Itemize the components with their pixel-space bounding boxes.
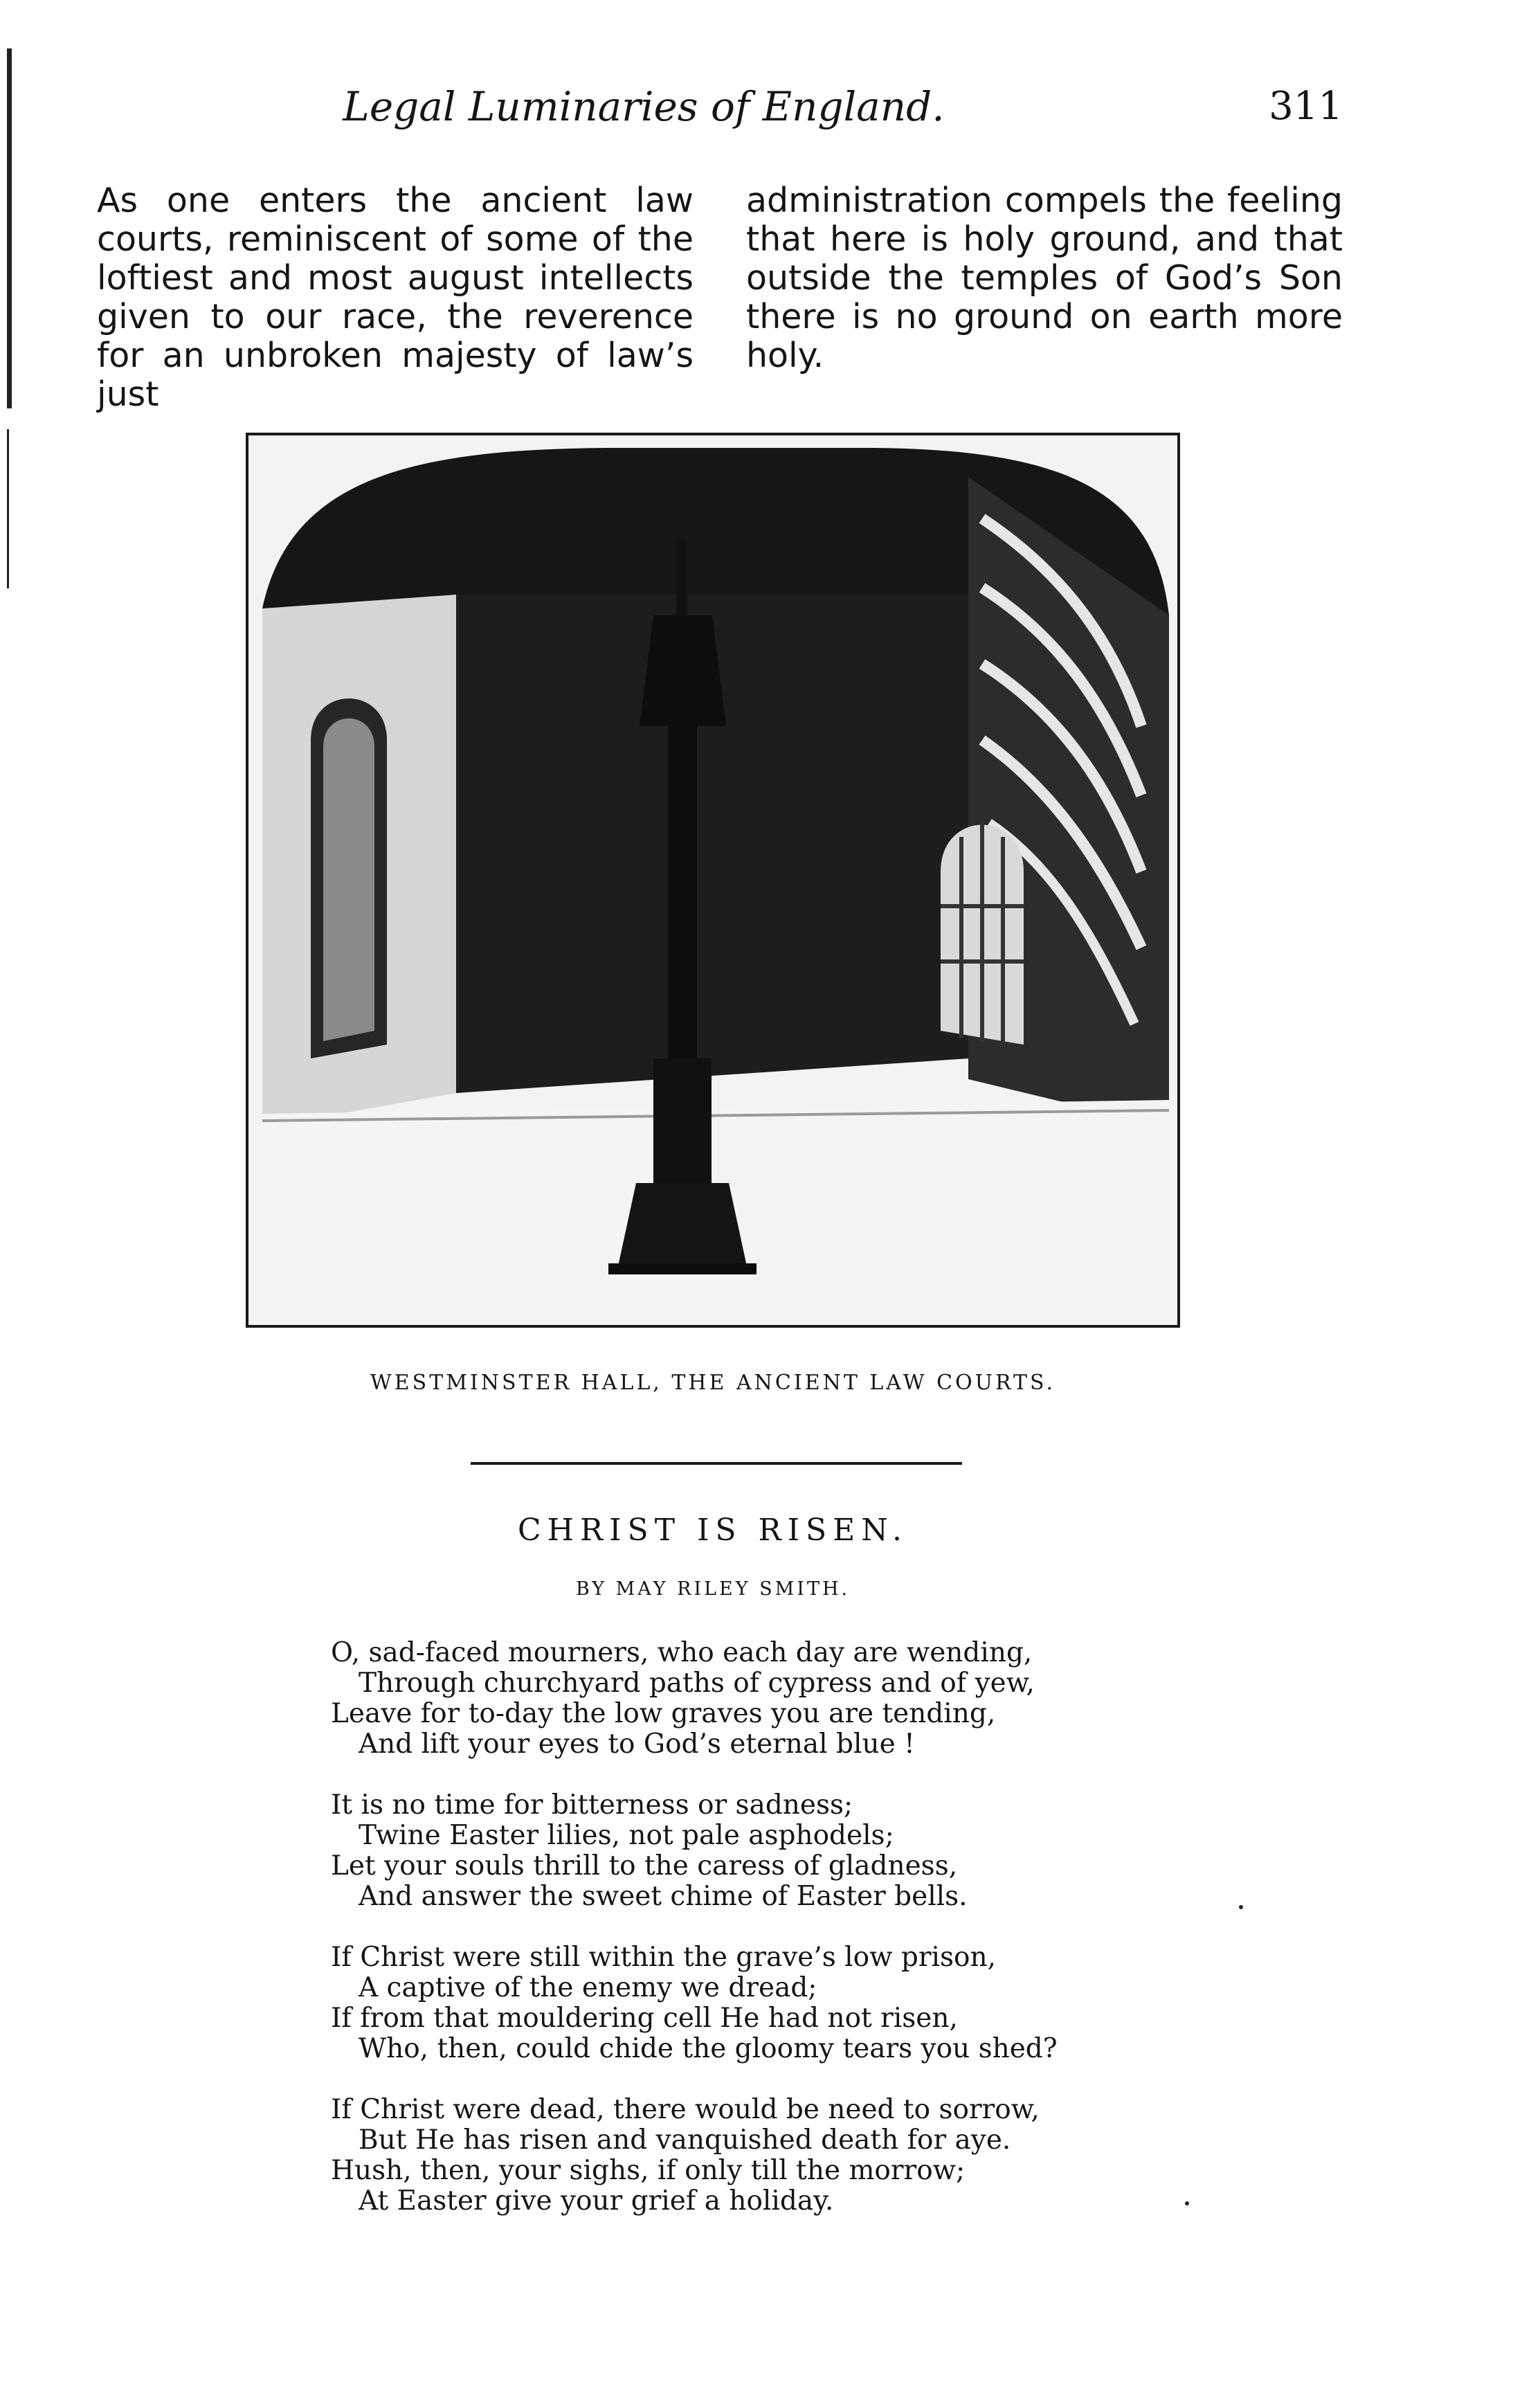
page-number: 311 (1269, 84, 1343, 129)
poem-stanza (331, 1638, 1196, 1760)
poem-byline: BY MAY RILEY SMITH. (575, 1578, 851, 1600)
poem-line: A captive of the enemy we dread; (359, 1972, 817, 2003)
intro-column-right: administration compels the feeling that here is holy ground, and that outside the temples of God’s Son there is no ground on earth more holy. (746, 181, 1343, 375)
poem-body (331, 1638, 1196, 2247)
poem-line: Hush, then, your sighs, if only till the morrow; (331, 2155, 966, 2186)
poem-line: It is no time for bitterness or sadness; (331, 1789, 853, 1821)
poem-line: And lift your eyes to God’s eternal blue ! (359, 1729, 915, 1760)
poem-stanza (331, 2095, 1196, 2217)
section-divider (471, 1462, 962, 1465)
intro-column-left: As one enters the ancient law courts, reminiscent of some of the loftiest and most august intellects given to our race, the reverence for an unbroken majesty of law’s just (97, 181, 694, 414)
poem-stanza (331, 1942, 1196, 2064)
scan-edge-mark (7, 48, 12, 408)
poem-line: If Christ were dead, there would be need to sorrow, (331, 2094, 1040, 2125)
print-speck (1185, 2201, 1189, 2205)
poem-line: Leave for to-day the low graves you are tending, (331, 1698, 996, 1729)
poem-line: At Easter give your grief a holiday. (359, 2185, 834, 2217)
poem-line: If from that mouldering cell He had not risen, (331, 2003, 958, 2034)
poem-line: Through churchyard paths of cypress and of yew, (359, 1668, 1035, 1699)
figure-caption: WESTMINSTER HALL, THE ANCIENT LAW COURTS. (370, 1371, 1056, 1395)
intro-paragraph (97, 181, 1343, 414)
poem-line: Twine Easter lilies, not pale asphodels; (359, 1820, 894, 1851)
poem-line: If Christ were still within the grave’s low prison, (331, 1942, 996, 1973)
scan-edge-mark (7, 429, 9, 588)
print-speck (1239, 1905, 1243, 1909)
poem-line: Let your souls thrill to the caress of gladness, (331, 1850, 958, 1882)
poem-stanza (331, 1790, 1196, 1912)
poem-line: O, sad-faced mourners, who each day are wending, (331, 1637, 1033, 1668)
westminster-hall-photo (246, 433, 1180, 1328)
westminster-hall-illustration (248, 435, 1177, 1325)
poem-title: CHRIST IS RISEN. (518, 1513, 908, 1548)
poem-line: Who, then, could chide the gloomy tears you shed? (359, 2033, 1058, 2064)
poem-line: And answer the sweet chime of Easter bells. (359, 1881, 968, 1912)
running-title: Legal Luminaries of England. (343, 83, 945, 130)
poem-line: But He has risen and vanquished death for aye. (359, 2124, 1011, 2156)
